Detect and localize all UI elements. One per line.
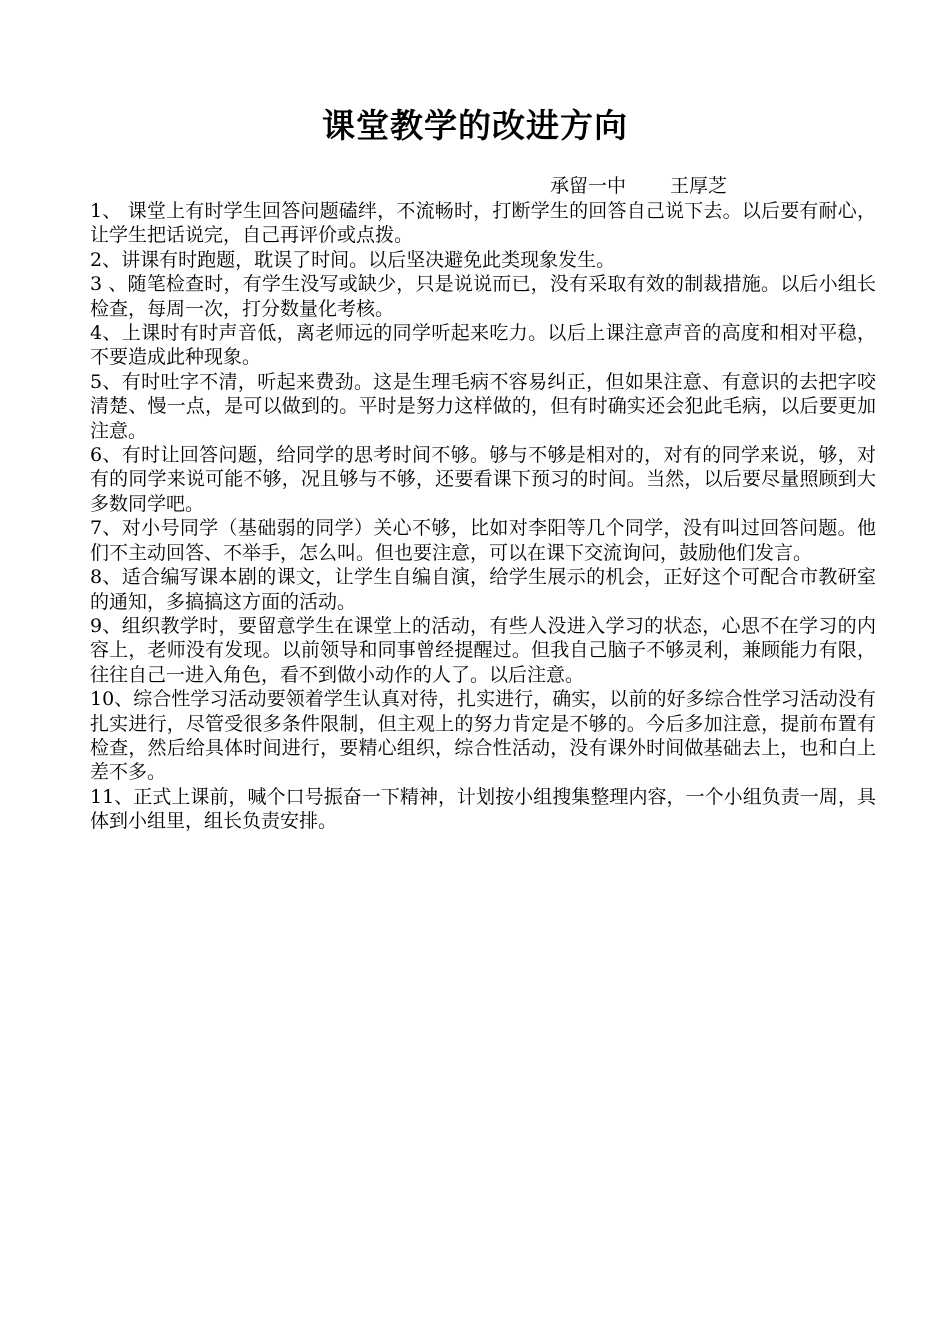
paragraph-8: 8、适合编写课本剧的课文，让学生自编自演，给学生展示的机会，正好这个可配合市教研室的通知，多搞搞这方面的活动。 — [90, 566, 876, 613]
author-name: 王厚芝 — [670, 175, 728, 197]
document-body — [90, 199, 876, 834]
paragraph-4: 4、上课时有时声音低，离老师远的同学听起来吃力。以后上课注意声音的高度和相对平稳，不要造成此种现象。 — [90, 322, 876, 369]
paragraph-5: 5、有时吐字不清，听起来费劲。这是生理毛病不容易纠正，但如果注意、有意识的去把字咬清楚、慢一点，是可以做到的。平时是努力这样做的，但有时确实还会犯此毛病，以后要更加注意。 — [90, 370, 876, 442]
document-title: 课堂教学的改进方向 — [322, 106, 628, 145]
paragraph-7: 7、对小号同学（基础弱的同学）关心不够，比如对李阳等几个同学，没有叫过回答问题。他们不主动回答、不举手，怎么叫。但也要注意，可以在课下交流询问，鼓励他们发言。 — [90, 517, 876, 564]
author-organization: 承留一中 — [550, 175, 627, 197]
paragraph-1: 1、 课堂上有时学生回答问题磕绊，不流畅时，打断学生的回答自己说下去。以后要有耐心，让学生把话说完，自己再评价或点拨。 — [90, 200, 876, 247]
paragraph-6: 6、有时让回答问题，给同学的思考时间不够。够与不够是相对的，对有的同学来说，够，对有的同学来说可能不够，况且够与不够，还要看课下预习的时间。当然，以后要尽量照顾到大多数同学吧。 — [90, 444, 876, 515]
paragraph-11: 11、正式上课前，喊个口号振奋一下精神，计划按小组搜集整理内容，一个小组负责一周，具体到小组里，组长负责安排。 — [90, 785, 876, 833]
byline — [550, 174, 727, 198]
paragraph-9: 9、组织教学时，要留意学生在课堂上的活动，有些人没进入学习的状态，心思不在学习的内容上，老师没有发现。以前领导和同事曾经提醒过。但我自己脑子不够灵利，兼顾能力有限，往往自己一进入角色，看不到做小动作的人了。以后注意。 — [90, 614, 876, 686]
paragraph-3: 3 、随笔检查时，有学生没写或缺少，只是说说而已，没有采取有效的制裁措施。以后小组长检查，每周一次，打分数量化考核。 — [90, 273, 876, 320]
paragraph-2: 2、讲课有时跑题，耽误了时间。以后坚决避免此类现象发生。 — [90, 248, 616, 271]
paragraph-10: 10、综合性学习活动要领着学生认真对待，扎实进行，确实，以前的好多综合性学习活动没有扎实进行，尽管受很多条件限制，但主观上的努力肯定是不够的。今后多加注意，提前布置有检查，然后给具体时间进行，要精心组织，综合性活动，没有课外时间做基础去上，也和白上差不多。 — [90, 688, 876, 784]
